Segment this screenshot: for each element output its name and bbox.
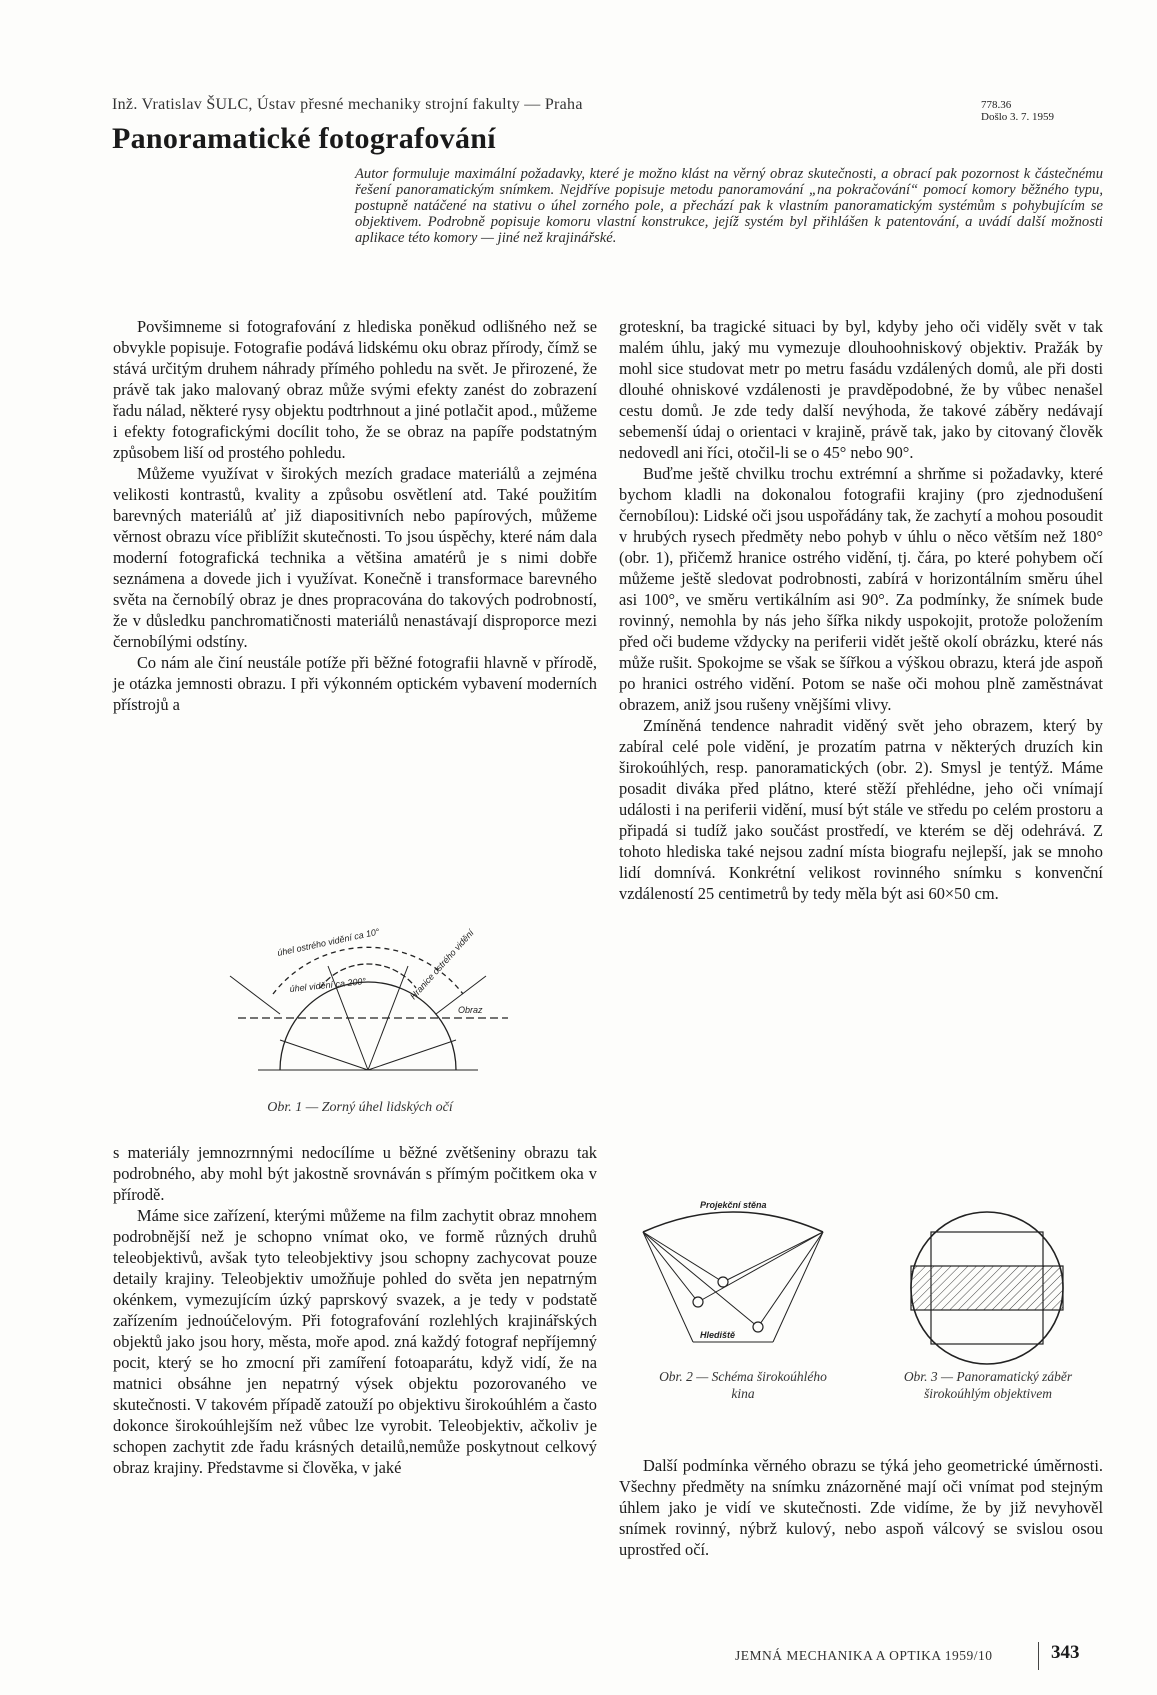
label-sharp-angle: úhel ostrého vidění ca 10° — [276, 926, 381, 958]
paragraph: Co nám ale činí neustále potíže při běžné fotografii hlavně v přírodě, je otázka jemnosti obrazu. I při výkonném optickém vybavení moderních přístrojů a — [113, 653, 597, 714]
abstract: Autor formuluje maximální požadavky, které je možno klást na věrný obraz skutečnosti, a obrací pak pozornost k částečnému řešení panoramatickým snímkem. Nejdříve popisuje metodu panoramování „na pokračování“ pomocí komory běžného typu, postupně natáčené na stativu o úhel zorného pole, a přechází pak k vlastním panoramatickým systémům s pohybujícím se objektivem. Podrobně popisuje komoru vlastní konstrukce, jejíž systém byl přihlášen k patentování, a uvádí další možnosti aplikace této komory — jiné než krajinářské. — [355, 166, 1103, 246]
figure-2-diagram — [638, 1192, 828, 1349]
paragraph: Buďme ještě chvilku trochu extrémní a shrňme si požadavky, které bychom kladli na dokonalou fotografii krajiny (pro zjednodušení černobílou): Lidské oči jsou uspořádány tak, že zachytí a mohou posoudit v hrubých rysech předměty nebo pohyb v úhlu o něco větším než 180° (obr. 1), přičemž hranice ostrého vidění, tj. čára, po které pohybem očí můžeme ještě sledovat podrobnosti, zabírá v horizontálním směru úhel asi 100°, ve směru vertikálním asi 90°. Za podmínky, že snímek bude rovinný, nemohla by nás jeho šířka nikdy uspokojit, protože položením před oči budeme vždycky na periferii vidět ještě okolí obrázku, které nás může rušit. Spokojme se však se šířkou a výškou obrazu, která jde aspoň po hranici ostrého vidění. Potom se naše oči mohou plně zaměstnávat obrazem, aniž jsou rušeny vnějšími vlivy. — [619, 464, 1103, 714]
paragraph: Můžeme využívat v širokých mezích gradace materiálů a zejména velikosti kontrastů, kvality a způsobu osvětlení atd. Také použitím barevných materiálů ať již diapositivních nebo papírových, můžeme věrnost obrazu více přiblížit skutečnosti. To jsou úspěchy, které nám dala moderní fotografická technika a většina amatérů je s nimi dobře seznámena a dovede jich i využívat. Konečně i transformace barevného světa na černobílý obraz je dnes propracována do takových podrobností, že v důsledku panchromatičnosti materiálů nenastávají disproporce mezi černobílými odstíny. — [113, 464, 597, 651]
article-title: Panoramatické fotografování — [112, 122, 496, 155]
journal-name: JEMNÁ MECHANIKA A OPTIKA 1959/10 — [735, 1648, 993, 1663]
paragraph: s materiály jemnozrnnými nedocílíme u běžné zvětšeniny obrazu tak podrobného, aby mohl být jakostně srovnáván s přímým počitkem oka v přírodě. — [113, 1143, 597, 1204]
right-column-top — [619, 316, 1103, 904]
received-date: Došlo 3. 7. 1959 — [981, 111, 1055, 123]
author-line: Inž. Vratislav ŠULC, Ústav přesné mechaniky strojní fakulty — Praha — [112, 96, 583, 113]
page-number: 343 — [1051, 1642, 1080, 1663]
left-column-bottom — [113, 1142, 597, 1478]
paragraph: groteskní, ba tragické situaci by byl, kdyby jeho oči viděly svět v tak malém úhlu, jaký mu vymezuje dlouhoohniskový objektiv. Pražák by mohl sice studovat metr po metru fasádu vzdálených domů, ale při dosti dlouhé ohniskové vzdálenosti je pravděpodobné, že by vůbec nenašel cestu domů. Je zde tedy další nevýhoda, že takové záběry nedávají sebemenší údaj o orientaci v krajině, právě tak, jako by citovaný člověk nedovedl ani říci, otočil-li se o 45° nebo 90°. — [619, 317, 1103, 462]
figure-1-caption: Obr. 1 — Zorný úhel lidských očí — [267, 1100, 453, 1115]
label-sharp-boundary: Hranice ostrého vidění — [408, 927, 476, 1002]
udc-code: 778.36 — [981, 99, 1012, 111]
panoramatic-frame — [911, 1266, 1063, 1310]
label-view-angle: úhel vidění ca 200° — [289, 976, 367, 994]
label-projection-screen: Projekční stěna — [700, 1200, 767, 1210]
paragraph: Povšimneme si fotografování z hlediska poněkud odlišného než se obvykle popisuje. Fotografie podává lidskému oku obraz přírody, čímž se stává určitým druhem náhrady přímého pohledu na svět. Je přirozené, že právě tak jako malovaný obraz může svými efekty zanést do zobrazení řadu nálad, některé rysy objektu podtrhnout a jiné potlačit apod., můžeme i efekty fotografickými docílit toho, že se obraz na papíře podstatným způsobem liší od prostého pohledu. — [113, 317, 597, 462]
right-column-bottom — [619, 1455, 1103, 1560]
label-audience: Hlediště — [700, 1330, 736, 1340]
figure-1-diagram — [218, 900, 518, 1096]
figure-2-caption: Obr. 2 — Schéma širokoúhlého kina — [659, 1369, 827, 1401]
left-column-top — [113, 316, 597, 715]
projection-screen — [643, 1212, 823, 1232]
paragraph: Zmíněná tendence nahradit viděný svět jeho obrazem, který by zabíral celé pole vidění, je prozatím patrna v některých druzích kin širokoúhlých, resp. panoramatických (obr. 2). Smysl je tentýž. Máme posadit diváka před plátno, které stěží přehlédne, jeho oči vnímají události i na periferii vidění, musí být stále ve středu po celém prostoru a připadá si tudíž jako součást prostředí, ve kterém se děj odehrává. Z tohoto hlediska také nejsou zadní místa biografu nejlepší, jak se mnoho lidí domnívá. Konkrétní velikost rovinného snímku s konvenční vzdáleností 25 centimetrů by tedy měla být asi 60×50 cm. — [619, 716, 1103, 903]
label-image: Obraz — [458, 1005, 483, 1015]
sight-lines — [643, 1232, 823, 1342]
figure-3-diagram — [907, 1208, 1067, 1368]
figure-3-caption: Obr. 3 — Panoramatický záběr širokoúhlým objektivem — [903, 1369, 1073, 1401]
paragraph: Další podmínka věrného obrazu se týká jeho geometrické úměrnosti. Všechny předměty na snímku znázorněné mají oči vnímat pod stejným úhlem jako je vidí ve skutečnosti. Zde vidíme, že by již nevyhověl snímek rovinný, nýbrž kulový, nebo aspoň válcový se svislou osou uprostřed očí. — [619, 1456, 1103, 1559]
reference-info — [981, 99, 1054, 123]
paragraph: Máme sice zařízení, kterými můžeme na film zachytit obraz mnohem podrobnější než je schopno vnímat oko, ve formě různých druhů teleobjektivů, avšak tyto teleobjektivy jsou schopny zachycovat pouze detaily krajiny. Teleobjektiv umožňuje pohled do světa jen nepatrným okénkem, vymezujícím úzký paprskový svazek, a je tedy v podstatě zařízením jednoúčelovým. Při fotografování rozlehlých krajinářských objektů jako jsou hory, města, moře apod. zná každý fotograf nepříjemný pocit, který se ho zmocní při zamíření fotoaparátu, když vidí, že na matnici obsáhne jen nepatrný výsek objektu pozorovaného ve skutečnosti. V takovém případě zatouží po objektivu širokoúhlém a často dokonce širokoúhlejším než vůbec lze vyrobit. Teleobjektiv, ačkoliv je schopen zachytit zde řadu krásných detailů,nemůže poskytnout celkový obraz krajiny. Představme si člověka, v jaké — [113, 1206, 597, 1477]
footer-divider — [1038, 1642, 1039, 1670]
